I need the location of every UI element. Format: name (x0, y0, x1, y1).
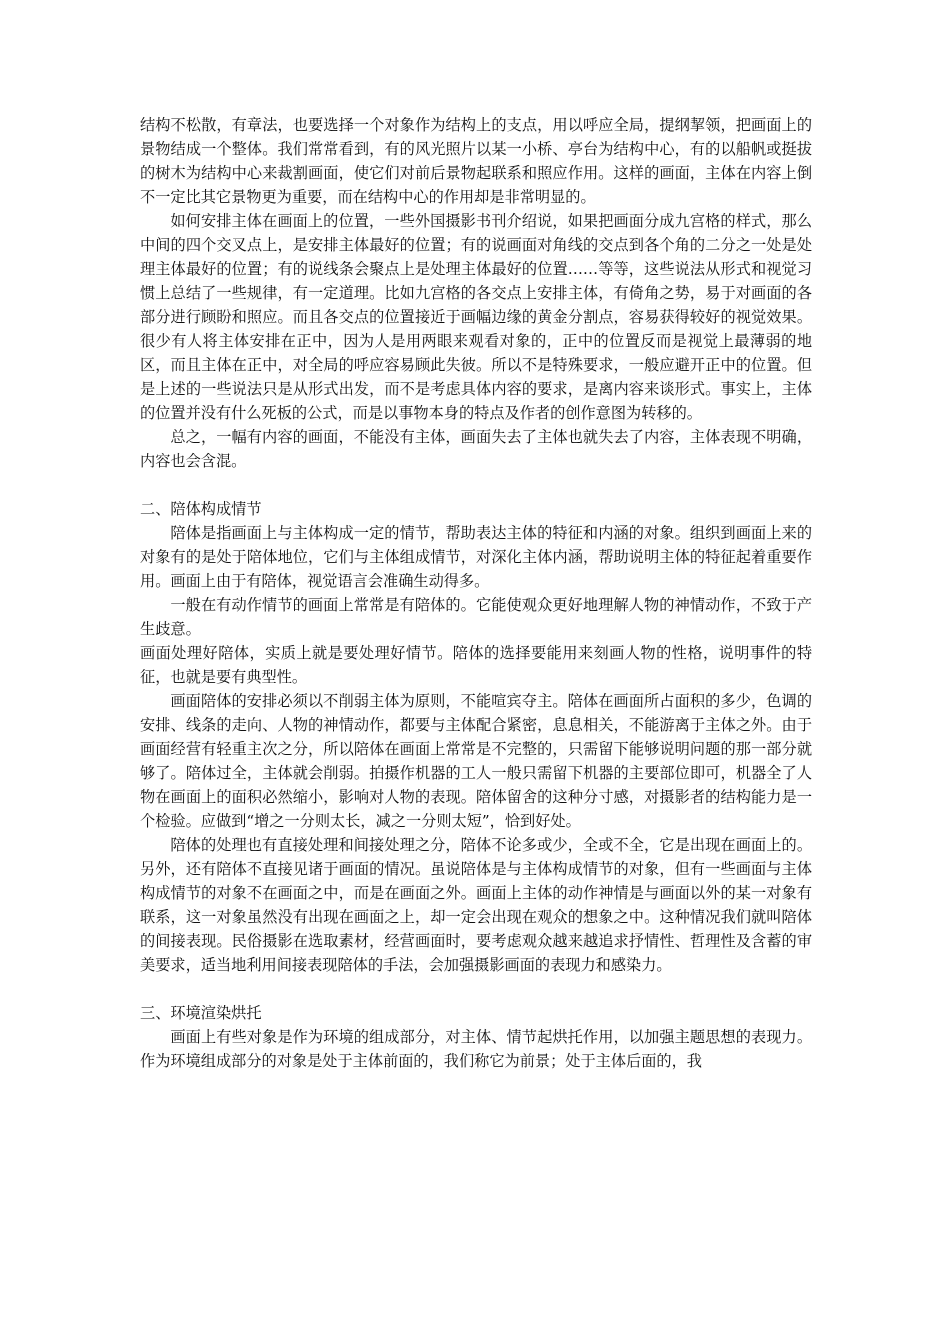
paragraph-companion-action: 一般在有动作情节的画面上常常是有陪体的。它能使观众更好地理解人物的神情动作，不致于产生歧意。 (140, 596, 812, 638)
paragraph-structure-center: 结构不松散，有章法，也要选择一个对象作为结构上的支点，用以呼应全局，提纲挈领，把画面上的景物结成一个整体。我们常常看到，有的风光照片以某一小桥、亭台为结构中心，有的以船帆或挺拔的树木为结构中心来裁割画面，使它们对前后景物起联系和照应作用。这样的画面，主体在内容上倒不一定比其它景物更为重要，而在结构中心的作用却是非常明显的。 (140, 116, 812, 206)
section-heading-companion: 二、陪体构成情节 (140, 500, 262, 518)
paragraph-companion-indirect: 陪体的处理也有直接处理和间接处理之分，陪体不论多或少，全或不全，它是出现在画面上的。另外，还有陪体不直接见诸于画面的情况。虽说陪体是与主体构成情节的对象，但有一些画面与主体构成情节的对象不在画面之中，而是在画面之外。画面上主体的动作神情是与画面以外的某一对象有联系，这一对象虽然没有出现在画面之上，却一定会出现在观众的想象之中。这种情况我们就叫陪体的间接表现。民俗摄影在选取素材，经营画面时，要考虑观众越来越追求抒情性、哲理性及含蓄的审美要求，适当地利用间接表现陪体的手法，会加强摄影画面的表现力和感染力。 (140, 836, 812, 974)
paragraph-subject-position: 如何安排主体在画面上的位置，一些外国摄影书刊介绍说，如果把画面分成九宫格的样式，那么中间的四个交叉点上，是安排主体最好的位置；有的说画面对角线的交点到各个角的二分之一处是处理主体最好的位置；有的说线条会聚点上是处理主体最好的位置……等等，这些说法从形式和视觉习惯上总结了一些规律，有一定道理。比如九宫格的各交点上安排主体，有倚角之势，易于对画面的各部分进行顾盼和照应。而且各交点的位置接近于画幅边缘的黄金分割点，容易获得较好的视觉效果。很少有人将主体安排在正中，因为人是用两眼来观看对象的，正中的位置反而是视觉上最薄弱的地区，而且主体在正中，对全局的呼应容易顾此失彼。所以不是特殊要求，一般应避开正中的位置。但是上述的一些说法只是从形式出发，而不是考虑具体内容的要求，是离内容来谈形式。事实上，主体的位置并没有什么死板的公式，而是以事物本身的特点及作者的创作意图为转移的。 (140, 212, 812, 422)
section-heading-environment: 三、环境渲染烘托 (140, 1004, 262, 1022)
document-page (140, 113, 812, 1073)
paragraph-environment: 画面上有些对象是作为环境的组成部分，对主体、情节起烘托作用，以加强主题思想的表现力。作为环境组成部分的对象是处于主体前面的，我们称它为前景；处于主体后面的，我 (140, 1028, 812, 1070)
paragraph-companion-plot: 画面处理好陪体，实质上就是要处理好情节。陪体的选择要能用来刻画人物的性格，说明事件的特征，也就是要有典型性。 (140, 644, 812, 686)
paragraph-summary: 总之，一幅有内容的画面，不能没有主体，画面失去了主体也就失去了内容，主体表现不明确，内容也会含混。 (140, 428, 812, 470)
paragraph-companion-arrangement: 画面陪体的安排必须以不削弱主体为原则，不能喧宾夺主。陪体在画面所占面积的多少，色调的安排、线条的走向、人物的神情动作，都要与主体配合紧密，息息相关，不能游离于主体之外。由于画面经营有轻重主次之分，所以陪体在画面上常常是不完整的，只需留下能够说明问题的那一部分就够了。陪体过全，主体就会削弱。拍摄作机器的工人一般只需留下机器的主要部位即可，机器全了人物在画面上的面积必然缩小，影响对人物的表现。陪体留舍的这种分寸感，对摄影者的结构能力是一个检验。应做到“增之一分则太长，减之一分则太短”，恰到好处。 (140, 692, 812, 830)
paragraph-companion-definition: 陪体是指画面上与主体构成一定的情节，帮助表达主体的特征和内涵的对象。组织到画面上来的对象有的是处于陪体地位，它们与主体组成情节，对深化主体内涵，帮助说明主体的特征起着重要作用。画面上由于有陪体，视觉语言会准确生动得多。 (140, 524, 812, 590)
